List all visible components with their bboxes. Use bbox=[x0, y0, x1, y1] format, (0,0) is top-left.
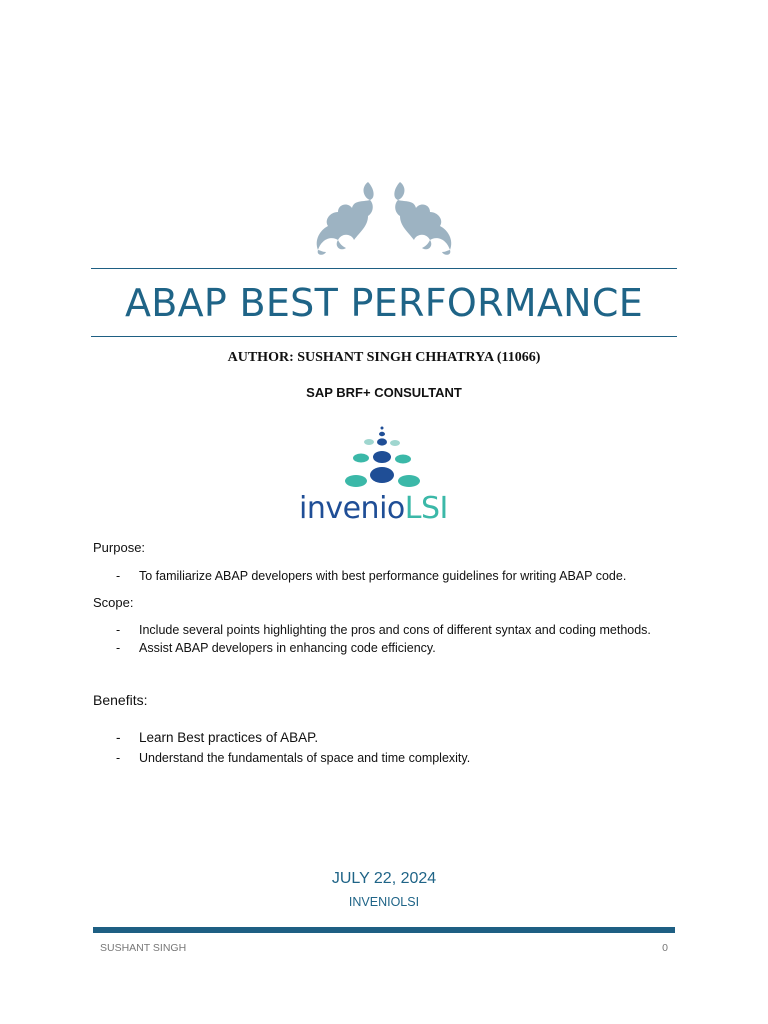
title-bottom-rule bbox=[91, 336, 677, 337]
company-name: INVENIOLSI bbox=[348, 895, 420, 909]
list-item: - Learn Best practices of ABAP. bbox=[93, 728, 683, 748]
document-date: JULY 22, 2024 bbox=[331, 870, 437, 887]
list-item: - Understand the fundamentals of space and time complexity. bbox=[93, 748, 683, 768]
list-item: - To familiarize ABAP developers with best performance guidelines for writing ABAP code. bbox=[116, 569, 627, 583]
bullet-dash: - bbox=[116, 623, 121, 637]
page-number: 0 bbox=[662, 942, 668, 954]
bullet-dash: - bbox=[116, 569, 121, 583]
footer-author: SUSHANT SINGH bbox=[100, 942, 187, 954]
bullet-dash: - bbox=[116, 730, 121, 745]
inveniolsi-logo-icon bbox=[296, 425, 472, 525]
document-title: ABAP BEST PERFORMANCE bbox=[124, 281, 644, 325]
flourish-ornament-icon bbox=[308, 178, 460, 256]
bullet-dash: - bbox=[116, 751, 121, 765]
author-role: SAP BRF+ CONSULTANT bbox=[306, 385, 462, 400]
purpose-list bbox=[93, 567, 683, 585]
footer-bar bbox=[93, 927, 675, 933]
logo-text-accent: LSI bbox=[404, 491, 448, 525]
author-line: AUTHOR: SUSHANT SINGH CHHATRYA (11066) bbox=[227, 350, 541, 365]
purpose-heading: Purpose: bbox=[93, 540, 146, 555]
list-item: - Assist ABAP developers in enhancing code efficiency. bbox=[116, 641, 436, 655]
benefits-heading: Benefits: bbox=[93, 692, 148, 708]
title-top-rule bbox=[91, 268, 677, 269]
list-item: - Include several points highlighting the pros and cons of different syntax and coding methods. bbox=[116, 623, 651, 637]
benefits-list bbox=[93, 728, 683, 768]
scope-list bbox=[93, 621, 683, 657]
svg-text:invenioLSI bbox=[299, 491, 448, 525]
scope-heading: Scope: bbox=[93, 595, 134, 610]
bullet-dash: - bbox=[116, 641, 121, 655]
logo-text-dark: invenio bbox=[299, 491, 405, 525]
